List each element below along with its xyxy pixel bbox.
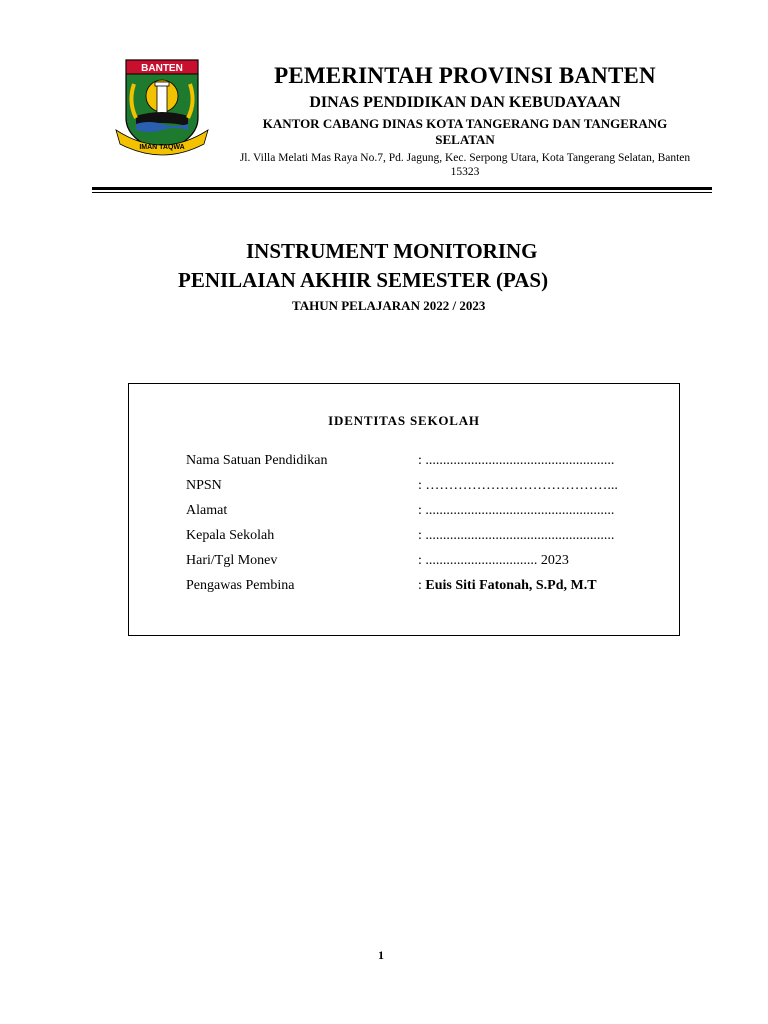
identity-label: Kepala Sekolah — [186, 528, 275, 543]
page-number: 1 — [378, 948, 384, 962]
letterhead-government: PEMERINTAH PROVINSI BANTEN — [274, 63, 656, 88]
academic-year: TAHUN PELAJARAN 2022 / 2023 — [292, 298, 486, 313]
banten-emblem-logo — [112, 56, 212, 160]
logo-motto-text: IMAN TAQWA — [139, 144, 185, 151]
identity-label: NPSN — [186, 478, 222, 493]
identity-label: Alamat — [186, 503, 228, 518]
identity-value-field[interactable]: : ................................ 2023 — [418, 553, 569, 568]
identity-label: Nama Satuan Pendidikan — [186, 453, 328, 468]
identity-row-supervisor — [186, 577, 666, 595]
school-identity-box — [128, 383, 680, 636]
identity-row-address — [186, 502, 666, 520]
identity-value-field[interactable]: : ...................................................... — [418, 453, 615, 468]
letterhead-divider-thin — [92, 192, 712, 193]
letterhead-branch-office: KANTOR CABANG DINAS KOTA TANGERANG DAN TANGERANG SELATAN — [262, 116, 668, 147]
letterhead-address: Jl. Villa Melati Mas Raya No.7, Pd. Jagung, Kec. Serpong Utara, Kota Tangerang Selatan, Banten 15323 — [239, 152, 691, 178]
identity-value-field[interactable]: : …………………………………... — [418, 478, 618, 493]
document-title-line2: PENILAIAN AKHIR SEMESTER (PAS) — [178, 268, 549, 292]
letterhead-divider-thick — [92, 187, 712, 190]
identity-row-npsn — [186, 477, 666, 495]
identity-row-school-name — [186, 452, 666, 470]
supervisor-name: Euis Siti Fatonah, S.Pd, M.T — [425, 578, 597, 593]
value-separator: : — [418, 578, 426, 593]
letterhead — [225, 62, 705, 179]
identity-value-supervisor — [418, 577, 597, 595]
logo-top-text: BANTEN — [141, 63, 183, 74]
identity-label: Hari/Tgl Monev — [186, 553, 278, 568]
identity-row-principal — [186, 527, 666, 545]
letterhead-agency: DINAS PENDIDIKAN DAN KEBUDAYAAN — [309, 94, 621, 111]
school-identity-heading: IDENTITAS SEKOLAH — [328, 413, 480, 428]
identity-row-monitoring-date — [186, 552, 666, 570]
identity-label: Pengawas Pembina — [186, 578, 295, 593]
identity-value-field[interactable]: : ...................................................... — [418, 503, 615, 518]
document-title-line1: INSTRUMENT MONITORING — [246, 239, 538, 263]
identity-value-field[interactable]: : ...................................................... — [418, 528, 615, 543]
